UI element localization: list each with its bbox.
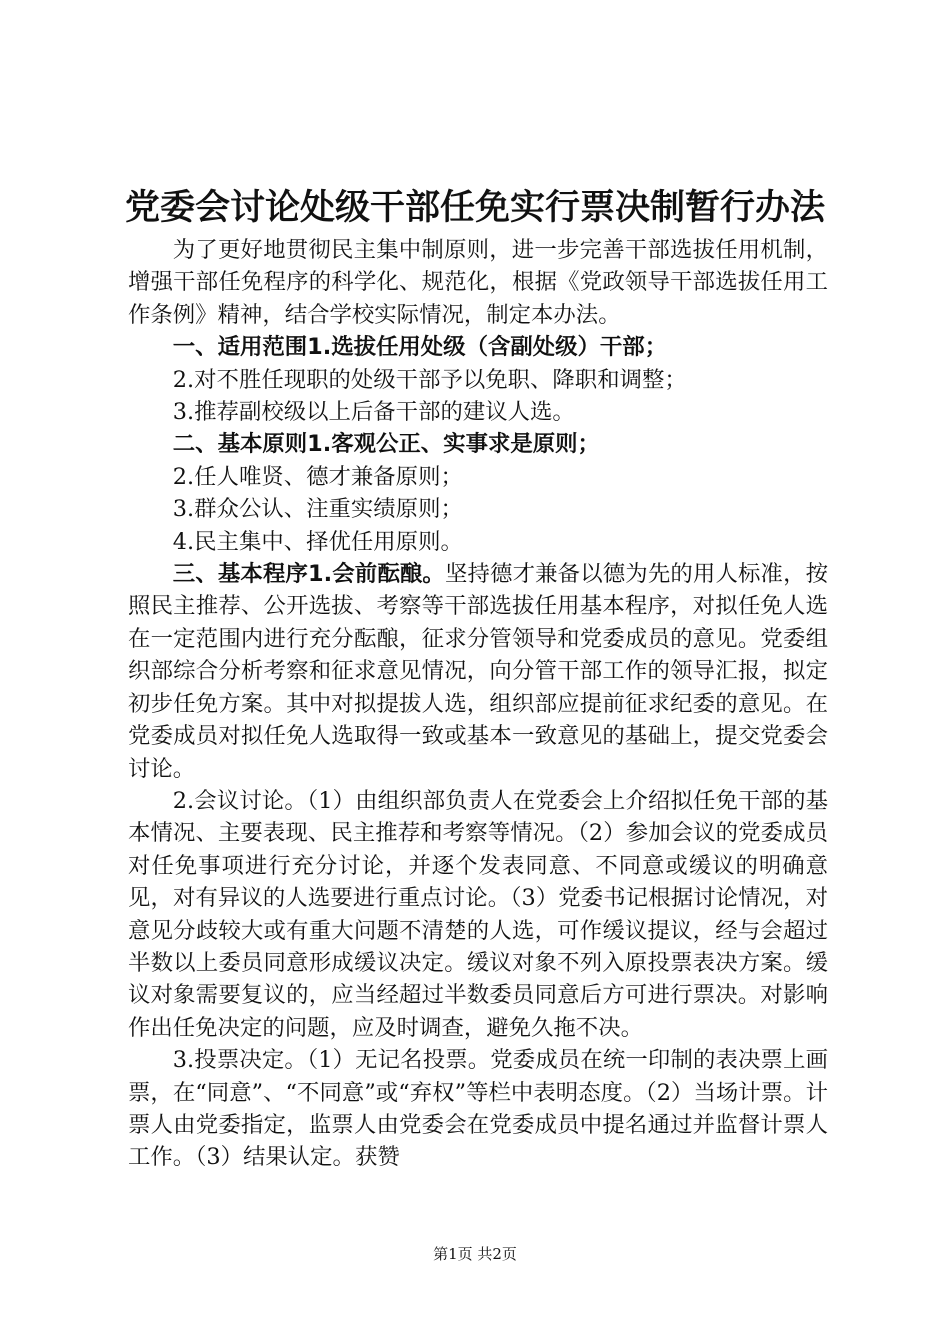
paragraph-intro (128, 234, 828, 331)
paragraph-text: 3.群众公认、注重实绩原则； (172, 496, 463, 523)
section-heading: 一、适用范围1.选拔任用处级（含副处级）干部； (172, 334, 668, 361)
paragraph-text: 2.会议讨论。（1）由组织部负责人在党委会上介绍拟任免干部的基本情况、主要表现、民主推荐和考察等情况。（2）参加会议的党委成员对任免事项进行充分讨论，并逐个发表同意、不同意或缓议的明确意见，对有异议的人选要进行重点讨论。（3）党委书记根据讨论情况，对意见分歧较大或有重大问题不清楚的人选，可作缓议提议，经与会超过半数以上委员同意形成缓议决定。缓议对象不列入原投票表决方案。缓议对象需要复议的，应当经超过半数委员同意后方可进行票决。对影响作出任免决定的问题，应及时调查，避免久拖不决。 (128, 787, 828, 1041)
page-footer: 第1页 共2页 (433, 1245, 517, 1263)
paragraph-text: 为了更好地贯彻民主集中制原则，进一步完善干部选拔任用机制，增强干部任免程序的科学化、规范化，根据《党政领导干部选拔任用工作条例》精神，结合学校实际情况，制定本办法。 (128, 237, 828, 328)
paragraph-scope-2 (128, 364, 828, 396)
section-heading: 三、基本程序1.会前酝酿。 (172, 561, 445, 588)
paragraph-text: 3.推荐副校级以上后备干部的建议人选。 (172, 399, 575, 426)
section-heading: 二、基本原则1.客观公正、实事求是原则； (172, 431, 600, 458)
paragraph-text: 坚持德才兼备以德为先的用人标准，按照民主推荐、公开选拔、考察等干部选拔任用基本程序，对拟任免人选在一定范围内进行充分酝酿，征求分管领导和党委成员的意见。党委组织部综合分析考察和征求意见情况，向分管干部工作的领导汇报，拟定初步任免方案。其中对拟提拔人选，组织部应提前征求纪委的意见。在党委成员对拟任免人选取得一致或基本一致意见的基础上，提交党委会讨论。 (128, 561, 828, 782)
paragraph-principle-3 (128, 493, 828, 525)
paragraph-procedure-2 (128, 785, 828, 1044)
paragraph-text: 3.投票决定。（1）无记名投票。党委成员在统一印制的表决票上画票，在“同意”、“不同意”或“弃权”等栏中表明态度。（2）当场计票。计票人由党委指定，监票人由党委会在党委成员中提名通过并监督计票人工作。（3）结果认定。获赞 (128, 1047, 828, 1171)
document-body (128, 234, 828, 1174)
section-heading-principles (128, 428, 828, 460)
paragraph-principle-4 (128, 526, 828, 558)
paragraph-text: 2.对不胜任现职的处级干部予以免职、降职和调整； (172, 366, 687, 393)
paragraph-procedure-3 (128, 1044, 828, 1174)
paragraph-text: 2.任人唯贤、德才兼备原则； (172, 463, 463, 490)
paragraph-text: 4.民主集中、择优任用原则。 (172, 528, 463, 555)
document-title: 党委会讨论处级干部任免实行票决制暂行办法 (124, 187, 825, 228)
paragraph-principle-2 (128, 461, 828, 493)
paragraph-scope-3 (128, 396, 828, 428)
section-procedure-1 (128, 558, 828, 785)
section-heading-scope (128, 331, 828, 363)
